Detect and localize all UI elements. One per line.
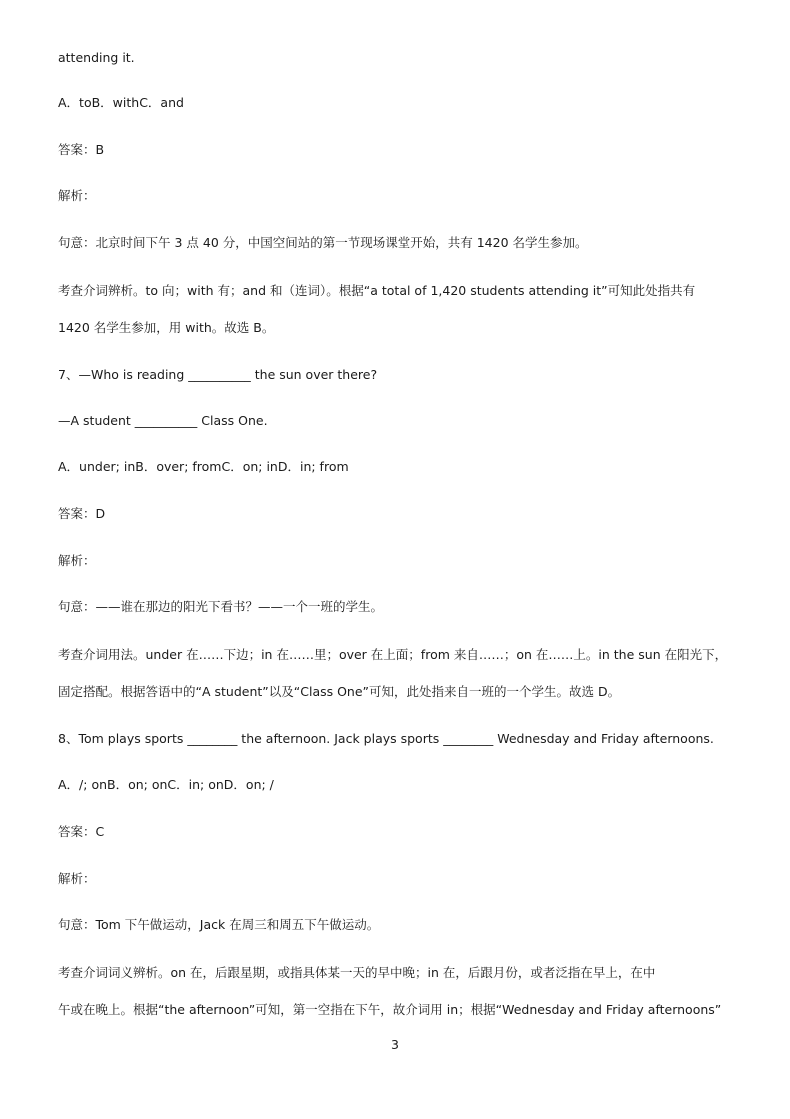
question-8-options: A．/; onB．on; onC．in; onD．on; / [58, 777, 274, 792]
question-8-explanation: 考查介词词义辨析。on 在，后跟星期，或指具体某一天的早中晚；in 在，后跟月份，或者泛指在早上，在中 [58, 965, 656, 980]
question-6-answer: 答案：B [58, 142, 105, 157]
question-7-meaning: 句意：——谁在那边的阳光下看书？——一个一班的学生。 [58, 599, 384, 614]
question-7-explanation-cont: 固定搭配。根据答语中的“A student”以及“Class One”可知，此处指来自一班的一个学生。故选 D。 [58, 684, 621, 699]
question-7-prompt: 7、—Who is reading __________ the sun over there? [58, 367, 378, 382]
question-8-meaning: 句意：Tom 下午做运动，Jack 在周三和周五下午做运动。 [58, 917, 380, 932]
question-7-prompt-reply: —A student __________ Class One. [58, 413, 268, 428]
question-6-options: A．toB．withC．and [58, 95, 184, 110]
text-line: attending it. [58, 50, 135, 65]
question-8-answer: 答案：C [58, 824, 105, 839]
question-7-answer: 答案：D [58, 506, 106, 521]
question-7-analysis-label: 解析： [58, 553, 96, 568]
question-6-analysis-label: 解析： [58, 188, 96, 203]
question-6-meaning: 句意：北京时间下午 3 点 40 分，中国空间站的第一节现场课堂开始，共有 1420 名学生参加。 [58, 235, 588, 250]
question-6-explanation: 考查介词辨析。to 向；with 有；and 和（连词）。根据“a total of 1,420 students attending it”可知此处指共有 [58, 283, 696, 298]
question-8-analysis-label: 解析： [58, 871, 96, 886]
question-7-explanation: 考查介词用法。under 在……下边；in 在……里；over 在上面；from 来自……；on 在……上。in the sun 在阳光下， [58, 647, 728, 662]
question-8-explanation-cont: 午或在晚上。根据“the afternoon”可知，第一空指在下午，故介词用 in；根据“Wednesday and Friday afternoons” [58, 1002, 722, 1017]
page-number: 3 [391, 1037, 399, 1052]
question-6-explanation-cont: 1420 名学生参加，用 with。故选 B。 [58, 320, 275, 335]
question-8-prompt: 8、Tom plays sports ________ the afternoon. Jack plays sports ________ Wednesday and Friday afternoons. [58, 731, 714, 746]
question-7-options: A．under; inB．over; fromC．on; inD．in; from [58, 459, 349, 474]
